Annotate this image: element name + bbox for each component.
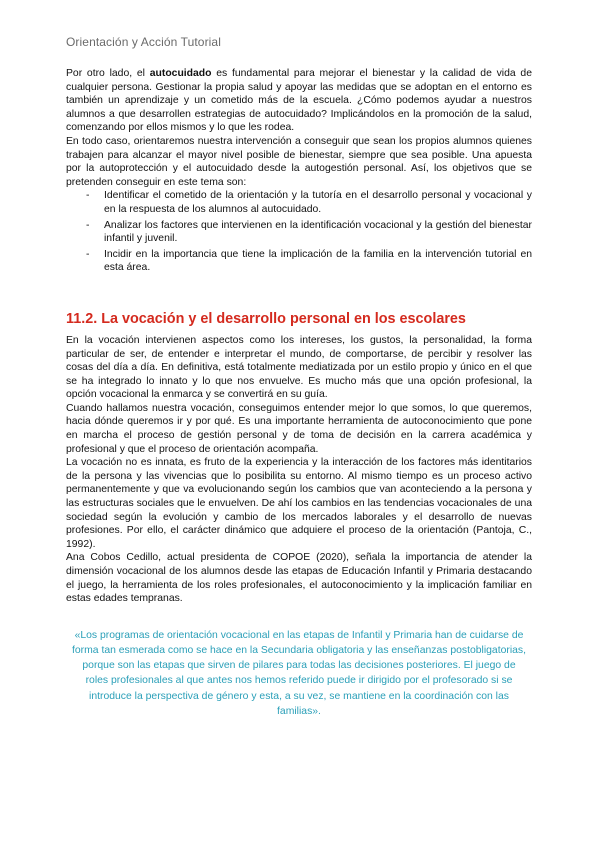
objective-text: Analizar los factores que intervienen en la identificación vocacional y la gestión del bienestar infantil y juvenil. [104, 219, 532, 245]
objective-text: Incidir en la importancia que tiene la implicación de la familia en la intervención tutorial en esta área. [104, 248, 532, 274]
bullet-dash: - [86, 190, 90, 202]
objective-item [66, 248, 532, 275]
section-heading: 11.2. La vocación y el desarrollo personal en los escolares [66, 310, 466, 327]
section-paragraph: Cuando hallamos nuestra vocación, conseguimos entender mejor lo que somos, lo que queremos, hacia dónde queremos ir y por qué. Es una importante herramienta de autoconocimiento que pone en marcha el proceso de gestión personal y de toma de decisión en la carrera académica y profesional y que el proceso de orientación acompaña. [66, 402, 532, 455]
objectives-list [66, 189, 532, 275]
autocuidado-term: autocuidado [149, 68, 212, 79]
section-paragraph: En la vocación intervienen aspectos como los intereses, los gustos, la personalidad, la forma particular de ser, de entender e interpretar el mundo, de comportarse, de percibir y resolver las cosas del día a día. En definitiva, está totalmente mediatizada por un estilo propio y único en el que se ha integrado lo innato y lo que nos envuelve. Es mucho más que una opción profesional, la opción vocacional la enmarca y se convertirá en su guía. [66, 334, 532, 401]
highlighted-quote: «Los programas de orientación vocacional en las etapas de Infantil y Primaria han de cuidarse de forma tan esmerada como se hace en la Secundaria obligatoria y las enseñanzas postobligatorias, porque son las etapas que sirven de pilares para todas las decisiones posteriores. El juego de roles profesionales al que antes nos hemos referido puede ir dirigido por el profesorado si se introduce la perspectiva de género y esta, a su vez, se mantiene en la coordinación con las familias». [72, 629, 526, 717]
intro-text-lead: Por otro lado, el [66, 68, 150, 79]
bullet-dash: - [86, 248, 90, 260]
objective-item [66, 189, 532, 216]
intro-paragraph-autocuidado [66, 67, 532, 135]
page-content [66, 67, 532, 719]
bullet-dash: - [86, 219, 90, 231]
running-header: Orientación y Acción Tutorial [66, 35, 221, 49]
objective-text: Identificar el cometido de la orientación y la tutoría en el desarrollo personal y vocacional y en la respuesta de los alumnos al autocuidado. [104, 190, 532, 215]
intro-text-rest: es fundamental para mejorar el bienestar y la calidad de vida de cualquier persona. Gestionar la propia salud y apoyar las medidas que se adoptan en el entorno es también un aprendizaje y un cometido más de la escuela. ¿Cómo podemos ayudar a nuestros alumnos a que desarrollen estrategias de autocuidado? Implicándolos en la promoción de la salud, comenzando por ellos mismos y lo que les rodea. [66, 68, 532, 134]
objective-item [66, 219, 532, 246]
section-paragraph: Ana Cobos Cedillo, actual presidenta de COPOE (2020), señala la importancia de atender la dimensión vocacional de los alumnos desde las etapas de Educación Infantil y Primaria destacando el juego, la herramienta de los roles profesionales, el autoconocimiento y la implicación familiar en estas edades tempranas. [66, 552, 532, 605]
intro-paragraph-objectives: En todo caso, orientaremos nuestra intervención a conseguir que sean los propios alumnos quienes trabajen para alcanzar el mayor nivel posible de bienestar, siempre que sea posible. Una apuesta por la autoprotección y el autocuidado desde la autogestión personal. Así, los objetivos que se pretenden conseguir en este tema son: [66, 135, 532, 188]
section-paragraph: La vocación no es innata, es fruto de la experiencia y la interacción de los factores más identitarios de la persona y las vivencias que lo posibilita su entorno. Al mismo tiempo es un proceso activo permanentemente y que va evolucionando según los cambios que van aconteciendo a la persona y las estructuras sociales que le envuelven. De ahí los cambios en las tendencias vocacionales de una sociedad según la evolución y cambio de los mercados laborales y el desarrollo de nuevas profesiones. Por ello, el carácter dinámico que adquiere el proceso de la orientación (Pantoja, C., 1992). [66, 457, 532, 550]
